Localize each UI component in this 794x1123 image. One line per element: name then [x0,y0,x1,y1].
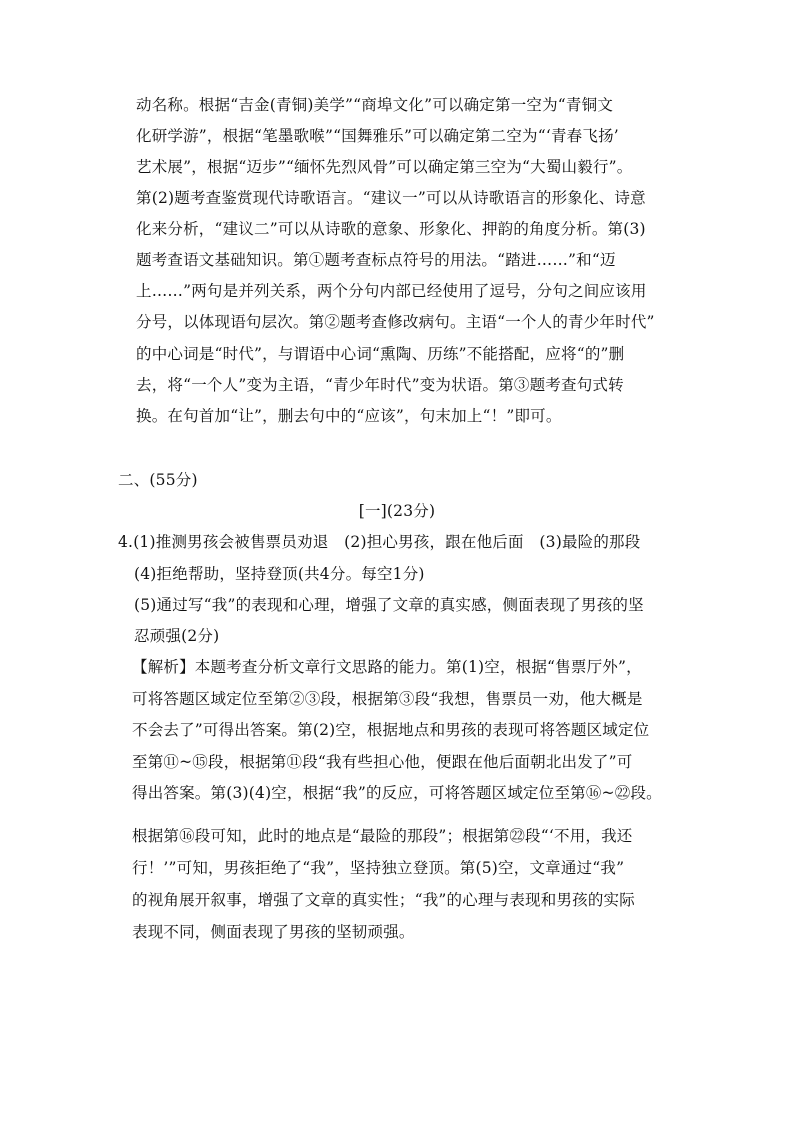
analysis-line: 行！’”可知，男孩拒绝了“我”，坚持独立登顶。第(5)空，文章通过“我” [132,859,625,877]
paragraph-line: 上……”两句是并列关系，两个分句内部已经使用了逗号，分句之间应该用 [136,282,647,300]
subsection-heading: [一](23分) [358,502,436,520]
answer-line: 4.(1)推测男孩会被售票员劝退 (2)担心男孩，跟在他后面 (3)最险的那段 [118,533,641,551]
answer-line: (4)拒绝帮助，坚持登顶(共4分。每空1分) [134,565,425,583]
paragraph-line: 题考查语文基础知识。第①题考查标点符号的用法。“踏进……”和“迈 [136,251,616,269]
analysis-line: 可将答题区域定位至第②③段，根据第③段“我想，售票员一劝，他大概是 [132,690,643,708]
paragraph-line: 第(2)题考查鉴赏现代诗歌语言。“建议一”可以从诗歌语言的形象化、诗意 [136,189,646,207]
section-heading: 二、(55分) [118,471,198,489]
answer-line: 忍顽强(2分) [134,627,220,645]
paragraph-line: 的中心词是“时代”，与谓语中心词“熏陶、历练”不能搭配，应将“的”删 [136,345,625,363]
analysis-line: 表现不同，侧面表现了男孩的坚韧顽强。 [132,923,415,941]
paragraph-line: 动名称。根据“吉金(青铜)美学”“商埠文化”可以确定第一空为“青铜文 [136,96,614,114]
paragraph-line: 分号，以体现语句层次。第②题考查修改病句。主语“一个人的青少年时代” [136,313,655,331]
answer-line: (5)通过写“我”的表现和心理，增强了文章的真实感，侧面表现了男孩的坚 [134,596,644,614]
analysis-line: 的视角展开叙事，增强了文章的真实性；“我”的心理与表现和男孩的实际 [132,891,635,909]
paragraph-line: 化来分析，“建议二”可以从诗歌的意象、形象化、押韵的角度分析。第(3) [136,220,646,238]
analysis-line: 至第⑪~⑮段，根据第⑪段“我有些担心他，便跟在他后面朝北出发了”可 [132,753,633,771]
analysis-line: 得出答案。第(3)(4)空，根据“我”的反应，可将答题区域定位至第⑯~㉒段。 [132,784,662,802]
analysis-line: 不会去了”可得出答案。第(2)空，根据地点和男孩的表现可将答题区域定位 [132,721,650,739]
paragraph-line: 化研学游”，根据“笔墨歌喉”“国舞雅乐”可以确定第二空为“‘青春飞扬’ [136,127,619,145]
paragraph-line: 艺术展”，根据“迈步”“缅怀先烈风骨”可以确定第三空为“大蜀山毅行”。 [136,158,633,176]
analysis-line: 根据第⑯段可知，此时的地点是“最险的那段”；根据第㉒段“‘不用，我还 [132,827,633,845]
analysis-line: 【解析】本题考查分析文章行文思路的能力。第(1)空，根据“售票厅外”， [132,658,642,676]
paragraph-line: 去，将“一个人”变为主语，“青少年时代”变为状语。第③题考查句式转 [136,376,624,394]
paragraph-line: 换。在句首加“让”，删去句中的“应该”，句末加上“！”即可。 [136,407,562,425]
